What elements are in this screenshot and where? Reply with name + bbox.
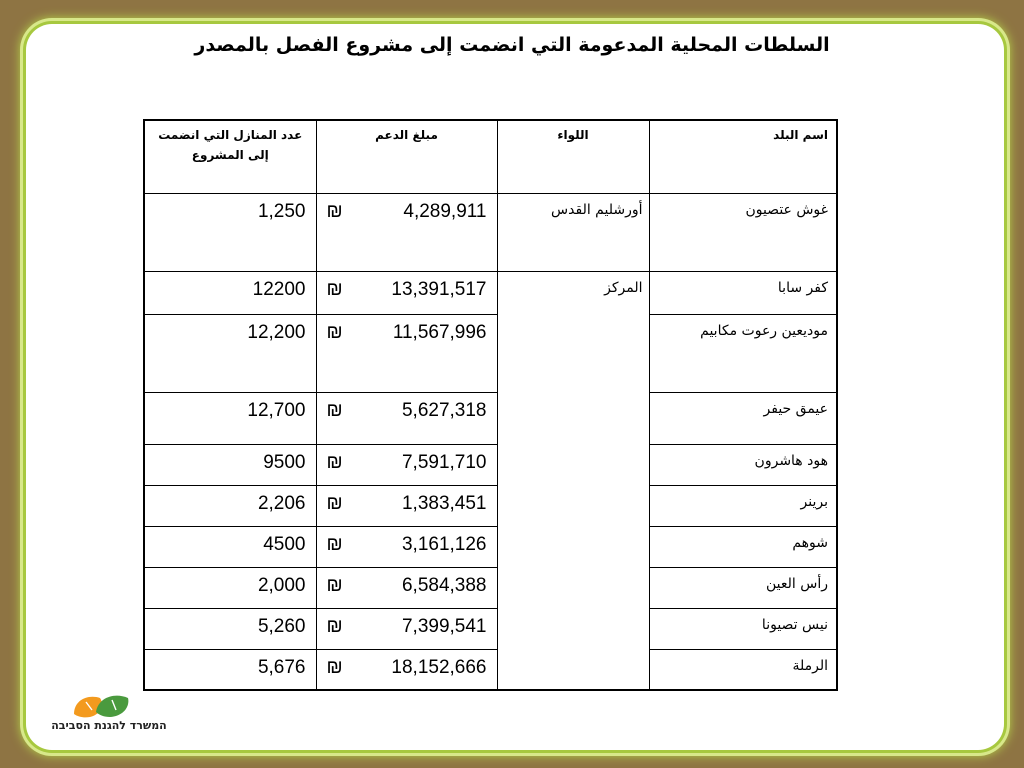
- amount-value: 18,152,666: [391, 656, 487, 678]
- cell-amount: [316, 271, 497, 314]
- amount-value: 6,584,388: [401, 574, 487, 596]
- amount-value: 11,567,996: [392, 321, 487, 343]
- logo-text: המשרד להגנת הסביבה: [51, 719, 167, 732]
- cell-amount: [316, 567, 497, 608]
- table-row: [144, 526, 837, 567]
- cell-homes: 9500: [144, 444, 316, 485]
- currency-symbol: ₪: [326, 200, 343, 222]
- cell-name: الرملة: [649, 649, 837, 690]
- cell-district: أورشليم القدس: [497, 193, 649, 271]
- cell-name: عيمق حيفر: [649, 392, 837, 444]
- header-amount: مبلغ الدعم: [316, 120, 497, 193]
- amount-value: 7,591,710: [401, 451, 487, 473]
- table-row: [144, 485, 837, 526]
- amount-value: 4,289,911: [403, 200, 487, 222]
- table-row: [144, 271, 837, 314]
- ministry-logo: [44, 690, 174, 740]
- currency-symbol: ₪: [326, 533, 343, 555]
- table-row: [144, 567, 837, 608]
- cell-homes: 2,000: [144, 567, 316, 608]
- table-row: [144, 444, 837, 485]
- cell-amount: [316, 526, 497, 567]
- cell-homes: 12,700: [144, 392, 316, 444]
- amount-value: 7,399,541: [401, 615, 487, 637]
- amount-value: 13,391,517: [391, 278, 487, 300]
- cell-amount: [316, 193, 497, 271]
- header-homes: عدد المنازل التي انضمت إلى المشروع: [144, 120, 316, 193]
- slide-title: السلطات المحلية المدعومة التي انضمت إلى مشروع الفصل بالمصدر: [194, 34, 830, 56]
- currency-symbol: ₪: [326, 615, 343, 637]
- table-row: [144, 193, 837, 271]
- cell-amount: [316, 608, 497, 649]
- table-header-row: [144, 120, 837, 193]
- cell-homes: 5,676: [144, 649, 316, 690]
- currency-symbol: ₪: [326, 321, 343, 343]
- cell-district: المركز: [497, 271, 649, 690]
- support-table: [143, 119, 838, 691]
- cell-amount: [316, 485, 497, 526]
- table-row: [144, 314, 837, 392]
- cell-amount: [316, 392, 497, 444]
- currency-symbol: ₪: [326, 656, 343, 678]
- cell-homes: 4500: [144, 526, 316, 567]
- currency-symbol: ₪: [326, 278, 343, 300]
- amount-value: 3,161,126: [401, 533, 487, 555]
- table-row: [144, 392, 837, 444]
- cell-homes: 12200: [144, 271, 316, 314]
- cell-homes: 5,260: [144, 608, 316, 649]
- cell-name: شوهم: [649, 526, 837, 567]
- header-district: اللواء: [497, 120, 649, 193]
- currency-symbol: ₪: [326, 451, 343, 473]
- header-name: اسم البلد: [649, 120, 837, 193]
- cell-name: هود هاشرون: [649, 444, 837, 485]
- cell-amount: [316, 444, 497, 485]
- cell-name: غوش عتصيون: [649, 193, 837, 271]
- currency-symbol: ₪: [326, 399, 343, 421]
- cell-name: رأس العين: [649, 567, 837, 608]
- amount-value: 5,627,318: [401, 399, 487, 421]
- cell-homes: 1,250: [144, 193, 316, 271]
- leaf-icon: [44, 690, 174, 720]
- cell-name: كفر سابا: [649, 271, 837, 314]
- cell-name: نيس تصيونا: [649, 608, 837, 649]
- cell-homes: 12,200: [144, 314, 316, 392]
- cell-homes: 2,206: [144, 485, 316, 526]
- cell-amount: [316, 314, 497, 392]
- cell-name: موديعين رعوت مكابيم: [649, 314, 837, 392]
- currency-symbol: ₪: [326, 492, 343, 514]
- table-row: [144, 608, 837, 649]
- cell-amount: [316, 649, 497, 690]
- amount-value: 1,383,451: [401, 492, 487, 514]
- currency-symbol: ₪: [326, 574, 343, 596]
- table-row: [144, 649, 837, 690]
- cell-name: برينر: [649, 485, 837, 526]
